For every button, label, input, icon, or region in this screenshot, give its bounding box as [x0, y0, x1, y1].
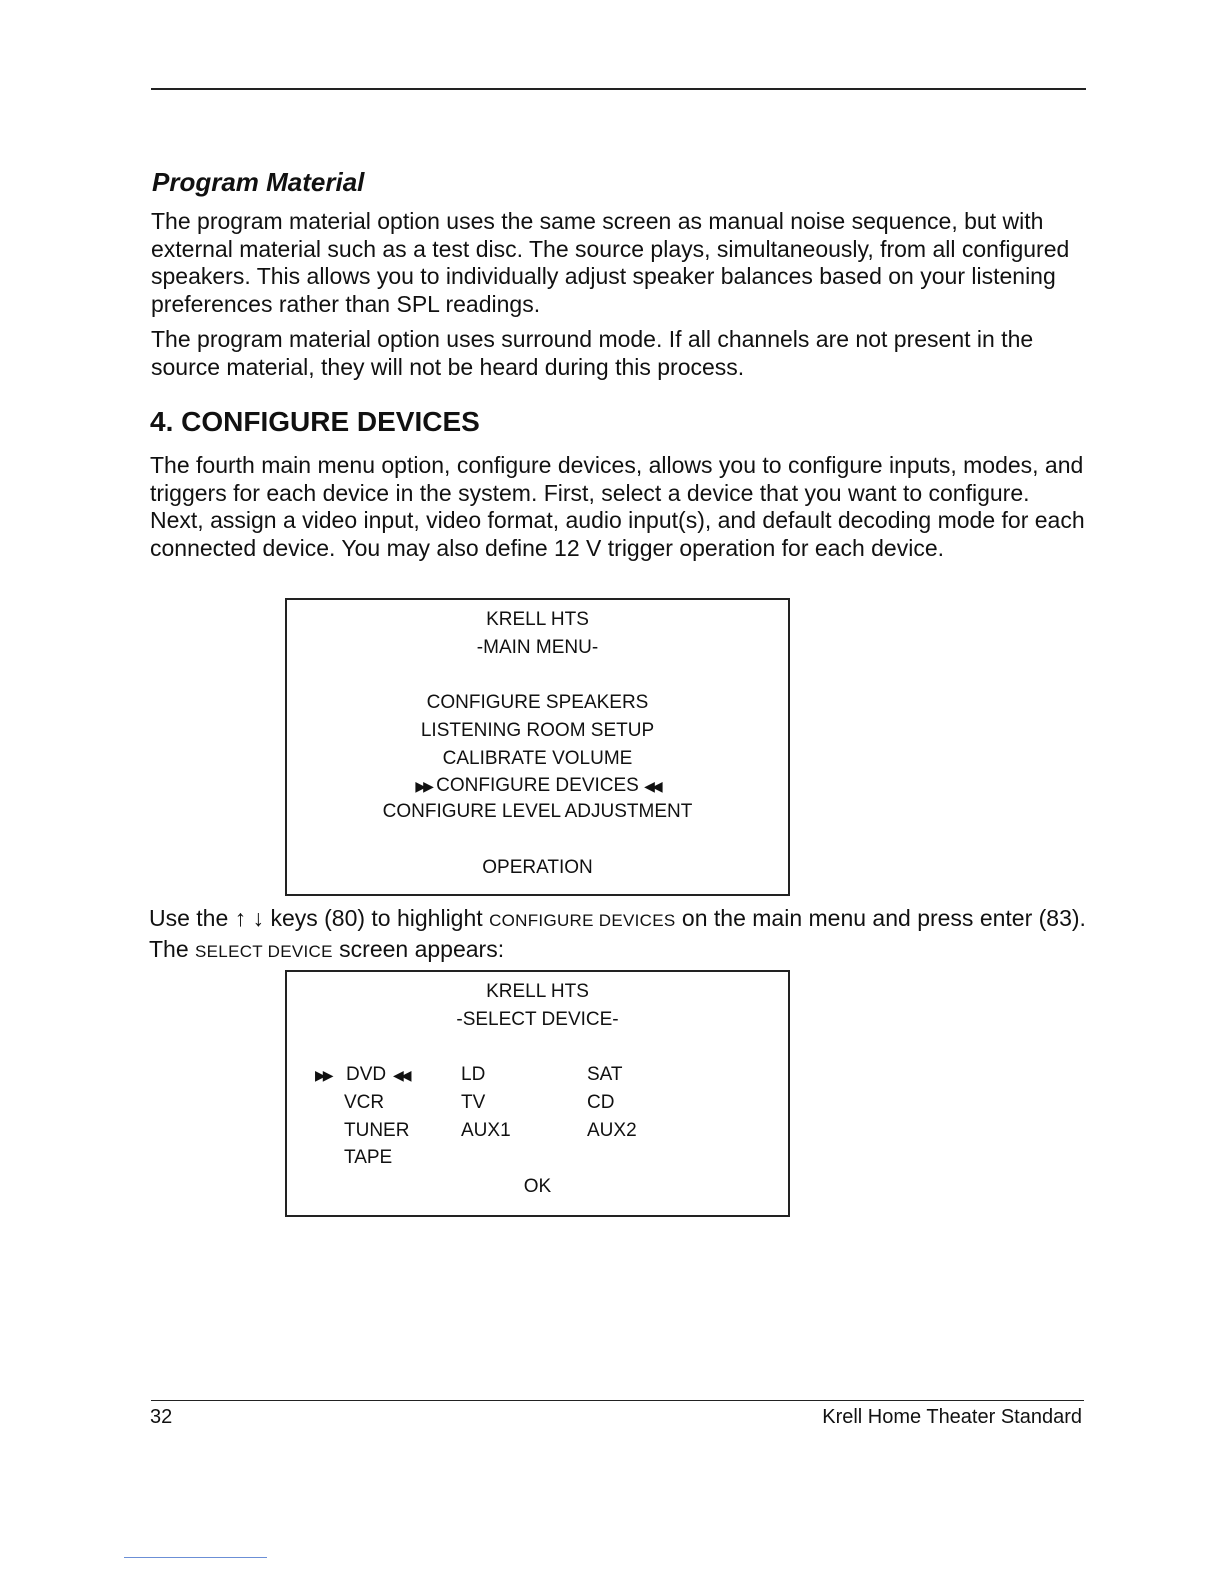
main-menu-screen [285, 598, 790, 896]
configure-devices-paragraph: The fourth main menu option, configure devices, allows you to configure inputs, modes, and triggers for each device in the system. First, select a device that you want to configure. Next, assign a video input, video format, audio input(s), and default decoding mode for each connected device. You may also define 12 V trigger operation for each device. [150, 452, 1085, 561]
page-number: 32 [150, 1406, 173, 1428]
device-tv: TV [461, 1092, 486, 1113]
program-material-paragraph-1: The program material option uses the same screen as manual noise sequence, but with external material such as a test disc. The source plays, simultaneously, from all configured speakers. This allows you to individually adjust speaker balances based on your listening preferences rather than SPL readings. [151, 208, 1070, 317]
menu-title: KRELL HTS [486, 609, 589, 630]
device-vcr: VCR [344, 1092, 385, 1113]
header-rule [151, 88, 1086, 90]
device-sat: SAT [587, 1064, 623, 1085]
program-material-paragraph-2: The program material option uses surround mode. If all channels are not present in the source material, they will not be heard during this process. [151, 326, 1034, 380]
device-aux2: AUX2 [587, 1120, 637, 1141]
selection-marker-left-icon: ▶▶ [315, 1067, 331, 1083]
device-aux1: AUX1 [461, 1120, 511, 1141]
menu-item-operation: OPERATION [482, 857, 593, 878]
device-cd: CD [587, 1092, 615, 1113]
device-dvd: DVD [346, 1064, 387, 1085]
menu-item-configure-speakers: CONFIGURE SPEAKERS [426, 692, 649, 713]
configure-devices-heading: 4. CONFIGURE DEVICES [150, 406, 480, 437]
device-ld: LD [461, 1064, 486, 1085]
menu-item-configure-devices: CONFIGURE DEVICES [436, 775, 639, 796]
device-screen-title: KRELL HTS [486, 981, 589, 1002]
device-screen-subtitle: -SELECT DEVICE- [456, 1009, 619, 1030]
selection-marker-right-icon: ◀◀ [393, 1067, 409, 1083]
menu-item-listening-room-setup: LISTENING ROOM SETUP [420, 720, 655, 741]
selection-marker-right-icon: ◀◀ [644, 778, 660, 794]
menu-item-configure-level-adjustment: CONFIGURE LEVEL ADJUSTMENT [382, 801, 693, 822]
up-down-arrow-icon: ↑ ↓ [234, 905, 265, 931]
menu-item-configure-devices-selected [287, 775, 788, 797]
device-ok: OK [523, 1176, 552, 1197]
select-device-screen [285, 970, 790, 1217]
scan-artifact-line [124, 1557, 267, 1558]
selection-marker-left-icon: ▶▶ [415, 778, 431, 794]
device-tape: TAPE [344, 1147, 393, 1168]
device-tuner: TUNER [344, 1120, 410, 1141]
select-device-reference: SELECT DEVICE [195, 942, 333, 961]
footer-rule [151, 1400, 1084, 1401]
document-title: Krell Home Theater Standard [822, 1406, 1082, 1428]
instruction-paragraph: Use the ↑ ↓ keys (80) to highlight CONFIGURE DEVICES on the main menu and press enter (83). The SELECT DEVICE screen appears: [149, 905, 1086, 962]
configure-devices-reference: CONFIGURE DEVICES [489, 911, 676, 930]
menu-item-calibrate-volume: CALIBRATE VOLUME [442, 748, 633, 769]
menu-subtitle: -MAIN MENU- [476, 637, 599, 658]
program-material-heading: Program Material [152, 167, 365, 197]
